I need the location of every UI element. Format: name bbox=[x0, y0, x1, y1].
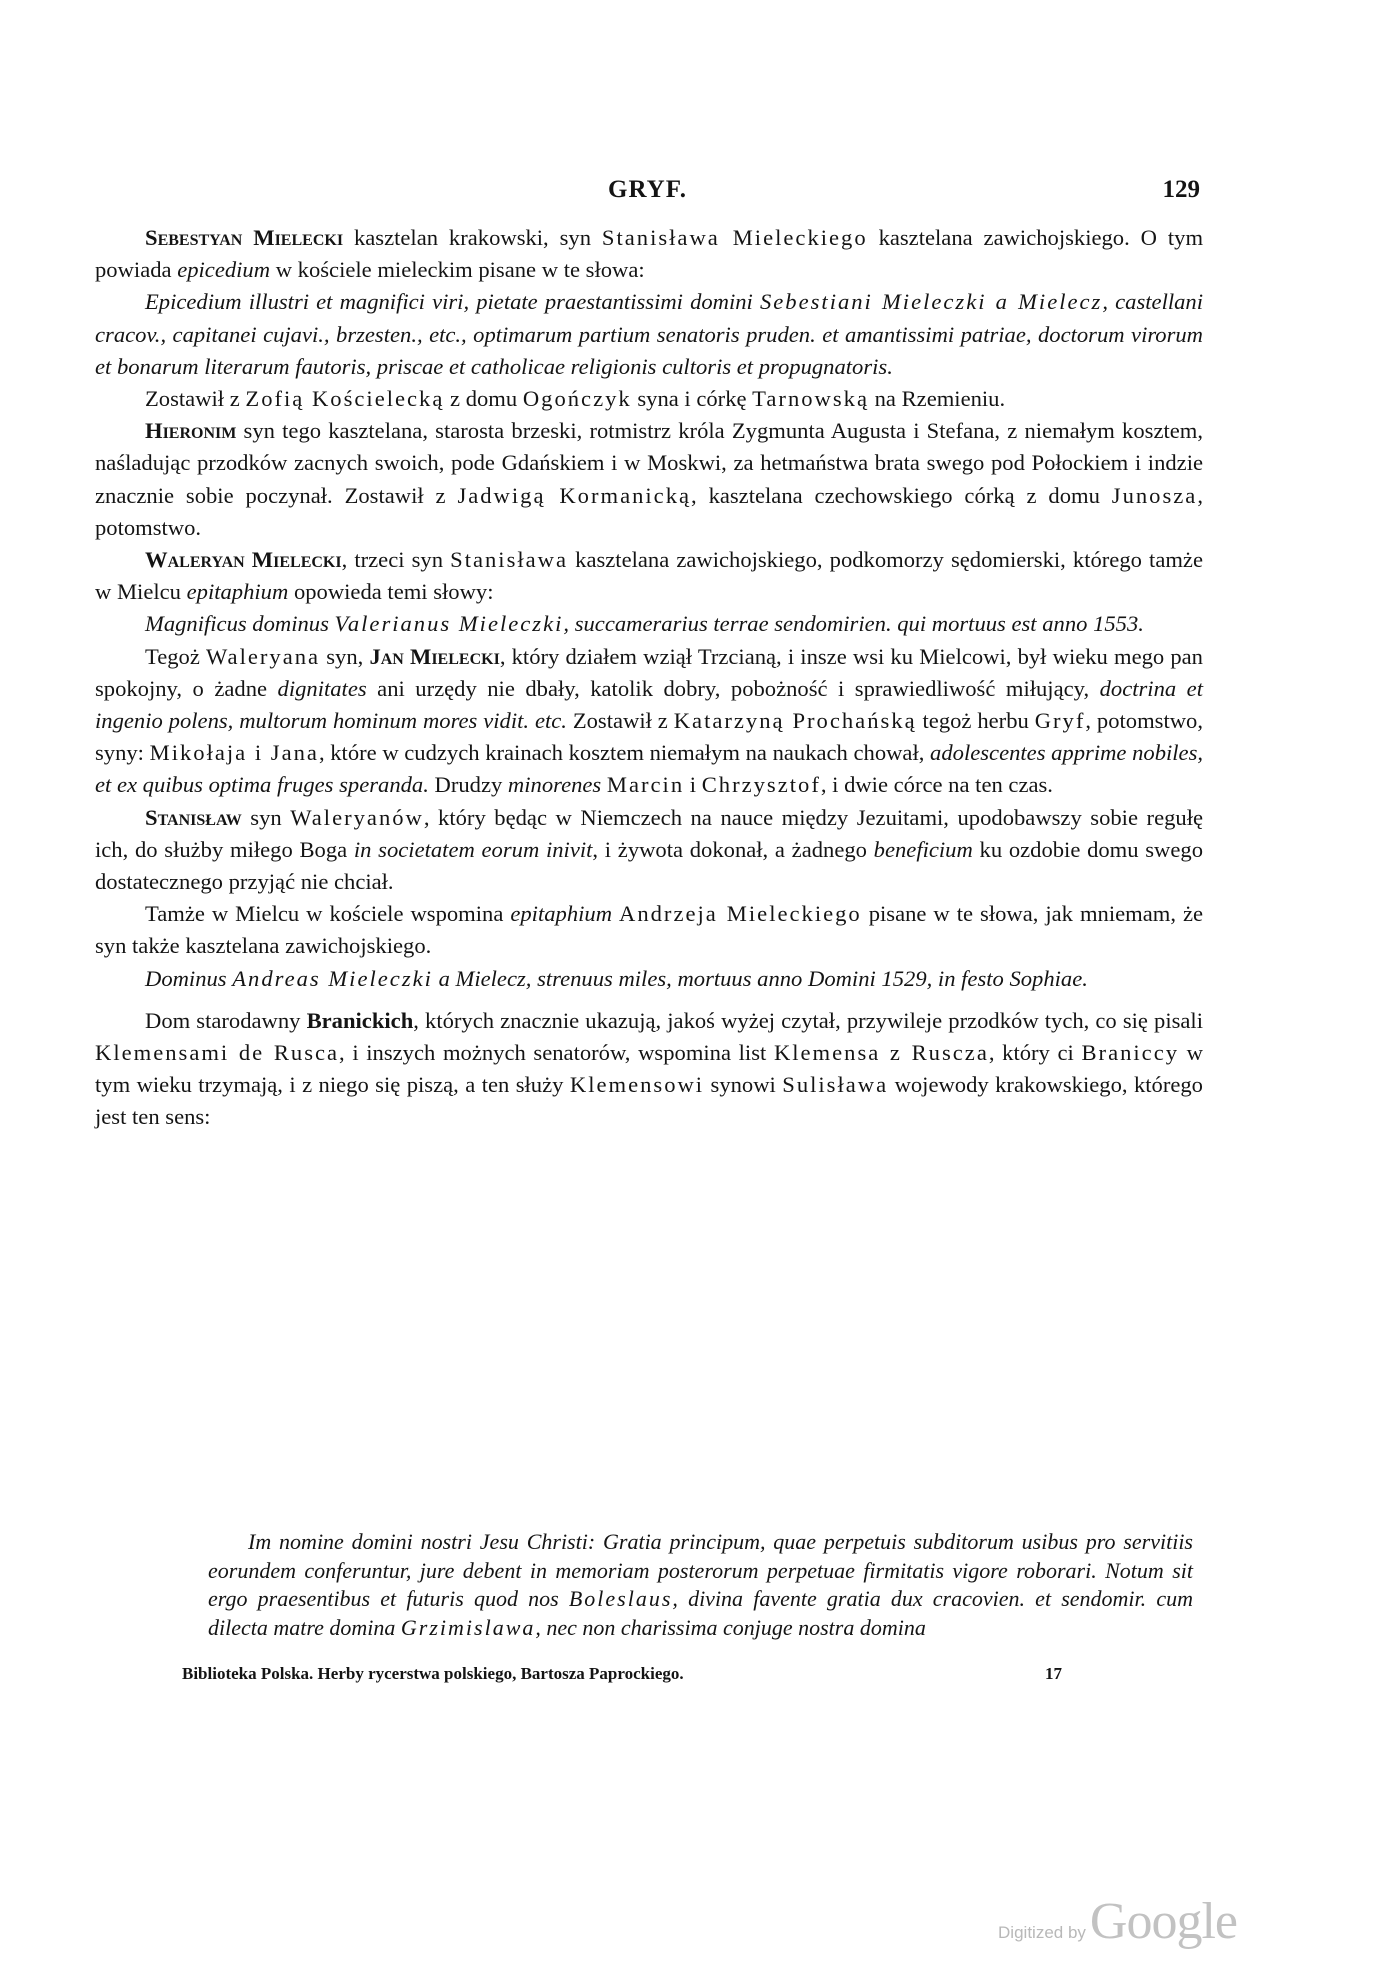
spaced-name: Stanisława Mieleckiego bbox=[601, 225, 868, 250]
charter-quote bbox=[208, 1528, 1193, 1642]
running-title: GRYF. bbox=[608, 176, 687, 203]
spaced-name: Gryf bbox=[1034, 708, 1086, 734]
text-run: w kościele mieleckim pisane w te słowa: bbox=[270, 257, 645, 283]
text-run: ani urzędy nie dbały, katolik dobry, pobożność i sprawiedliwość miłujący, bbox=[366, 675, 1100, 701]
spaced-name: Sulisława bbox=[782, 1072, 889, 1098]
text-run: syn bbox=[241, 804, 291, 830]
text-run: , potomstwo. bbox=[95, 482, 1203, 540]
text-run: na Rzemieniu. bbox=[868, 386, 1006, 412]
spaced-name: Ogończyk bbox=[522, 386, 632, 412]
text-run: Tegoż bbox=[145, 643, 207, 669]
spaced-name: Stanisława bbox=[450, 547, 569, 573]
text-run: , który działem wziął Trzcianą, i insze wsi ku Mielcowi, był wieku mego pan spokojny, o żadne bbox=[95, 643, 1203, 701]
text-run: wojewody krakowskiego, którego jest ten sens: bbox=[95, 1072, 1203, 1130]
latin-text: , divina favente gratia dux cracovien. et sendomir. cum dilecta matre domina bbox=[208, 1586, 1193, 1640]
person-name: Waleryan Mielecki bbox=[145, 547, 342, 573]
text-run: , który będąc w Niemczech na nauce między Jezuitami, upodobawszy sobie regułę ich, do służby miłego Boga bbox=[95, 804, 1203, 862]
spaced-name: Marcin bbox=[606, 772, 685, 798]
footer-source: Biblioteka Polska. Herby rycerstwa polskiego, Bartosza Paprockiego. bbox=[182, 1664, 684, 1683]
latin-term: dignitates bbox=[277, 675, 367, 701]
text-run: i bbox=[684, 772, 702, 798]
page-header bbox=[95, 176, 1200, 216]
text-run: synowi bbox=[704, 1072, 783, 1098]
paragraph-zostawil bbox=[95, 383, 1203, 415]
text-run: pisane w te słowa, jak mniemam, że syn także kasztelana zawichojskiego. bbox=[95, 901, 1204, 959]
text-run: , kasztelana czechowskiego córką z domu bbox=[691, 482, 1112, 508]
latin-text: a Mielecz, strenuus miles, mortuus anno Domini 1529, in festo Sophiae. bbox=[432, 965, 1088, 991]
spaced-name: Junosza bbox=[1111, 482, 1198, 508]
text-run: z domu bbox=[444, 386, 523, 412]
paragraph-sebestyan bbox=[95, 222, 1203, 286]
text-run bbox=[612, 901, 619, 926]
text-run: , który ci bbox=[988, 1040, 1082, 1066]
epicedium-quote bbox=[95, 286, 1203, 383]
signature-mark: 17 bbox=[1045, 1664, 1062, 1683]
paragraph-jan bbox=[95, 641, 1203, 802]
latin-term: epitaphium bbox=[186, 579, 289, 605]
spaced-name: Chrzysztof bbox=[701, 772, 821, 798]
person-name: Jan Mielecki bbox=[369, 643, 500, 669]
spaced-name: Andreas Mieleczki bbox=[232, 965, 433, 991]
latin-text: , succamerarius terrae sendomirien. qui mortuus est anno 1553. bbox=[563, 611, 1144, 637]
latin-term: doctrina et ingenio polens, multorum hominum mores vidit. etc. bbox=[95, 675, 1203, 734]
digitized-watermark bbox=[998, 1892, 1237, 1951]
latin-term: adolescentes apprime nobiles, et ex quibus optima fruges speranda. bbox=[95, 740, 1204, 798]
paragraph-branickich bbox=[95, 1005, 1203, 1134]
spaced-name: Klemensami de Rusca bbox=[95, 1040, 340, 1066]
text-run: w tym wieku trzymają, i z niego się piszą, a ten służy bbox=[95, 1040, 1204, 1098]
paragraph-waleryan bbox=[95, 544, 1203, 608]
latin-text: Im nomine domini nostri Jesu Christi: Gratia principum, quae perpetuis subditorum usibus pro servitiis eorundem conferuntur, jure debent in memoriam posterorum perpetuae firmitatis vigore roborari. Notum sit ergo praesentibus et futuris quod nos bbox=[208, 1529, 1193, 1611]
spaced-name: Jadwigą Kormanicką bbox=[457, 482, 692, 508]
text-run: , i inszych możnych senatorów, wspomina list bbox=[339, 1040, 774, 1066]
spaced-name: Waleryana bbox=[206, 643, 321, 669]
spaced-name: Katarzyną Prochańską bbox=[673, 708, 917, 734]
person-name: Sebestyan Mielecki bbox=[145, 225, 344, 250]
text-run: Dom starodawny bbox=[145, 1007, 307, 1033]
latin-term: epicedium bbox=[177, 257, 271, 283]
latin-term: minorenes bbox=[507, 772, 602, 798]
text-run: , i żywota dokonał, a żadnego bbox=[592, 836, 874, 862]
text-run: , potomstwo, syny: bbox=[95, 708, 1203, 766]
paragraph-stanislaw bbox=[95, 802, 1203, 899]
text-run: kasztelana zawichojskiego, podkomorzy sędomierski, którego tamże w Mielcu bbox=[95, 547, 1203, 605]
spaced-name: Sebestiani Mieleczki a Mielecz bbox=[759, 289, 1103, 315]
person-name: Stanisław bbox=[145, 804, 242, 830]
body-text bbox=[95, 222, 1203, 1134]
latin-text: Epicedium illustri et magnifici viri, pietate praestantissimi domini bbox=[145, 289, 760, 315]
text-run: syn tego kasztelana, starosta brzeski, rotmistrz króla Zygmunta Augusta i Stefana, z niemałym kosztem, naśladując przodków zacnych swoich, pode Gdańskiem i w Moskwi, za hetmaństwa brata swego pod Połockiem i indzie znacznie sobie poczynał. Zostawił z bbox=[95, 418, 1203, 508]
paragraph-andrzej bbox=[95, 898, 1203, 962]
text-run: Tamże w Mielcu w kościele wspomina bbox=[145, 901, 511, 927]
person-name: Hieronim bbox=[145, 418, 237, 444]
spaced-name: Tarnowską bbox=[752, 386, 869, 412]
text-run: kasztelan krakowski, syn bbox=[343, 225, 602, 250]
latin-term: beneficium bbox=[873, 836, 973, 862]
epitaphium-valerianus bbox=[95, 608, 1203, 640]
spaced-name: Grzimislawa bbox=[400, 1614, 536, 1640]
text-run: kasztelana zawichojskiego. O tym powiada bbox=[95, 225, 1204, 283]
text-run: syn, bbox=[320, 643, 370, 669]
latin-term: in societatem eorum inivit bbox=[353, 836, 593, 862]
spaced-name: Mikołaja i Jana bbox=[149, 740, 319, 766]
spaced-name: Waleryanów bbox=[290, 804, 424, 830]
page-footer bbox=[182, 1664, 1062, 1684]
text-run: , i dwie córce na ten czas. bbox=[820, 772, 1053, 798]
text-run: , trzeci syn bbox=[341, 547, 451, 573]
latin-text: , castellani cracov., capitanei cujavi., brzesten., etc., optimarum partium senatoris pruden. et amantissimi patriae, doctorum virorum et bonarum literarum fautoris, priscae et catholicae religionis cultoris et propugnatoris. bbox=[95, 289, 1203, 379]
spaced-name: Valerianus Mieleczki bbox=[334, 611, 564, 637]
charter-text bbox=[208, 1528, 1193, 1642]
google-logo: Google bbox=[1089, 1893, 1237, 1950]
spaced-name: Klemensa z Ruscza bbox=[773, 1040, 989, 1066]
text-run: , które w cudzych krainach kosztem niemałym na naukach chował, bbox=[318, 740, 931, 766]
spaced-name: Boleslaus bbox=[568, 1586, 673, 1611]
page-number: 129 bbox=[1162, 176, 1200, 203]
spaced-name: Klemensowi bbox=[569, 1072, 705, 1098]
spaced-name: Zofią Kościelecką bbox=[245, 386, 445, 412]
text-run: , których znacznie ukazują, jakoś wyżej czytał, przywileje przodków tych, co się pisali bbox=[413, 1007, 1203, 1033]
latin-text: Magnificus dominus bbox=[145, 611, 335, 637]
text-run: syna i córkę bbox=[631, 386, 753, 412]
spaced-name: Braniccy bbox=[1081, 1040, 1180, 1066]
text-run: ku ozdobie domu swego dostatecznego przyjąć nie chciał. bbox=[95, 836, 1203, 895]
text-run: Zostawił z bbox=[145, 386, 246, 412]
family-name: Branickich bbox=[306, 1007, 414, 1033]
latin-term: epitaphium bbox=[510, 901, 613, 927]
latin-text: , nec non charissima conjuge nostra domina bbox=[535, 1614, 926, 1640]
text-run: opowieda temi słowy: bbox=[288, 579, 494, 605]
paragraph-hieronim bbox=[95, 415, 1203, 544]
spaced-name: Andrzeja Mieleckiego bbox=[619, 901, 862, 927]
epitaphium-andreas bbox=[95, 963, 1203, 995]
text-run: Drudzy bbox=[428, 772, 508, 798]
text-run: Zostawił z bbox=[566, 708, 674, 734]
watermark-text: Digitized by bbox=[998, 1923, 1086, 1942]
latin-text: Dominus bbox=[145, 965, 233, 991]
text-run: tegoż herbu bbox=[916, 708, 1035, 734]
